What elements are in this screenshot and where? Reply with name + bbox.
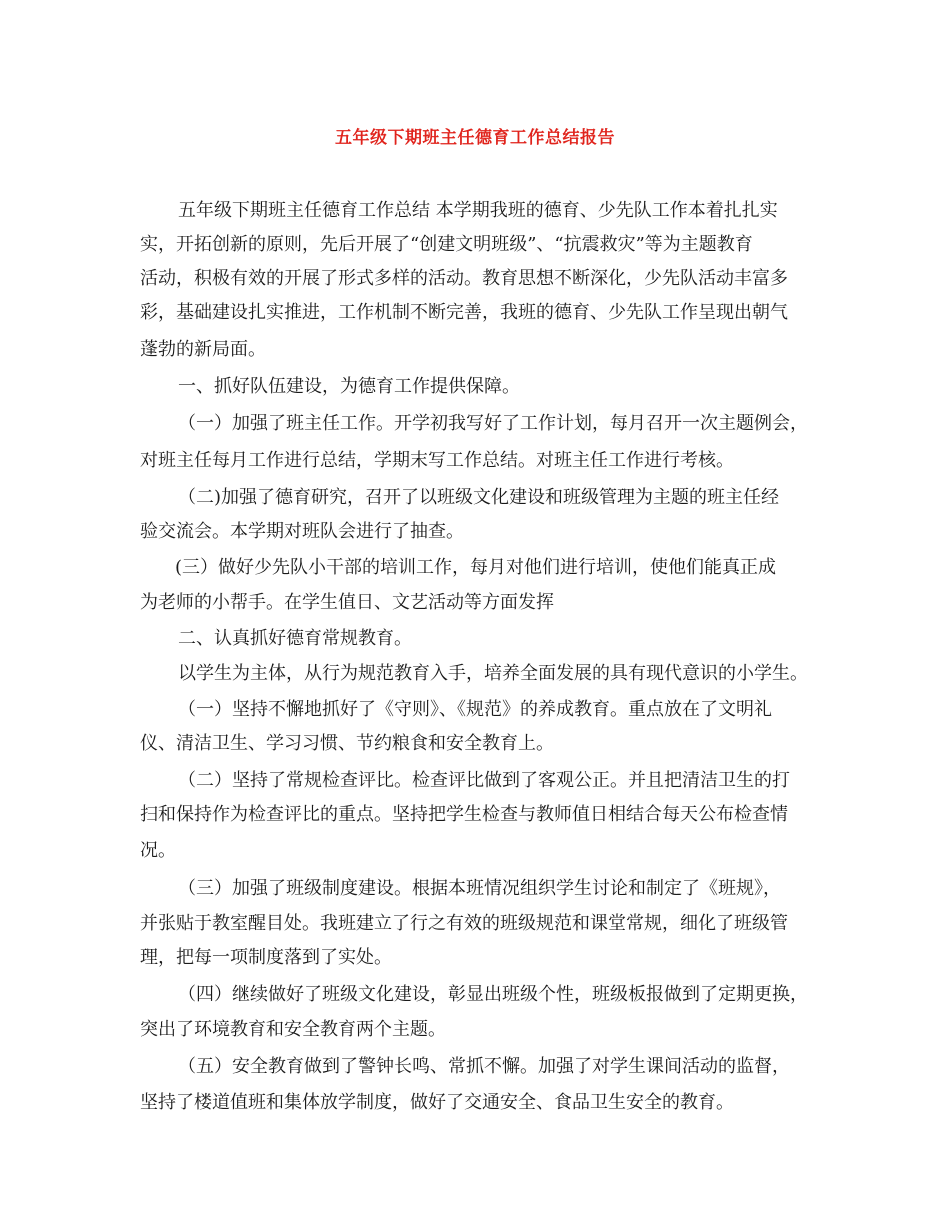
paragraph-line: (三）做好少先队小干部的培训工作，每月对他们进行培训，使他们能真正成 bbox=[175, 557, 777, 578]
paragraph-line: 扫和保持作为检查评比的重点。坚持把学生检查与教师值日相结合每天公布检查情 bbox=[140, 804, 788, 825]
paragraph-line: （二)加强了德育研究，召开了以班级文化建设和班级管理为主题的班主任经 bbox=[178, 487, 780, 508]
paragraph-line: 并张贴于教室醒目处。我班建立了行之有效的班级规范和课堂常规，细化了班级管 bbox=[140, 913, 788, 934]
paragraph-line: 彩，基础建设扎实推进，工作机制不断完善，我班的德育、少先队工作呈现出朝气 bbox=[140, 302, 788, 323]
paragraph-line: 活动，积极有效的开展了形式多样的活动。教育思想不断深化，少先队活动丰富多 bbox=[140, 268, 788, 289]
paragraph-line: 验交流会。本学期对班队会进行了抽查。 bbox=[140, 521, 464, 542]
paragraph-line: 以学生为主体，从行为规范教育入手，培养全面发展的具有现代意识的小学生。 bbox=[178, 663, 808, 684]
paragraph-line: （二）坚持了常规检查评比。检查评比做到了客观公正。并且把清洁卫生的打 bbox=[178, 770, 790, 791]
paragraph-line: 况。 bbox=[140, 840, 176, 861]
paragraph-line: 五年级下期班主任德育工作总结 本学期我班的德育、少先队工作本着扎扎实 bbox=[178, 200, 778, 221]
paragraph-line: （四）继续做好了班级文化建设，彰显出班级个性，班级板报做到了定期更换， bbox=[178, 984, 808, 1005]
paragraph-line: 理，把每一项制度落到了实处。 bbox=[140, 947, 392, 968]
paragraph-line: 坚持了楼道值班和集体放学制度，做好了交通安全、食品卫生安全的教育。 bbox=[140, 1092, 734, 1113]
document-title: 五年级下期班主任德育工作总结报告 bbox=[335, 128, 615, 148]
section-heading: 一、抓好队伍建设，为德育工作提供保障。 bbox=[178, 376, 520, 397]
paragraph-line: 实，开拓创新的原则，先后开展了“创建文明班级”、“抗震救灾”等为主题教育 bbox=[140, 234, 753, 255]
section-heading: 二、认真抓好德育常规教育。 bbox=[178, 628, 412, 649]
paragraph-line: （一）加强了班主任工作。开学初我写好了工作计划，每月召开一次主题例会， bbox=[178, 413, 808, 434]
paragraph-line: （五）安全教育做到了警钟长鸣、常抓不懈。加强了对学生课间活动的监督， bbox=[178, 1056, 790, 1077]
paragraph-line: 为老师的小帮手。在学生值日、文艺活动等方面发挥 bbox=[140, 592, 554, 613]
paragraph-line: 对班主任每月工作进行总结，学期末写工作总结。对班主任工作进行考核。 bbox=[140, 450, 734, 471]
paragraph-line: （一）坚持不懈地抓好了《守则》、《规范》的养成教育。重点放在了文明礼 bbox=[178, 699, 772, 720]
paragraph-line: （三）加强了班级制度建设。根据本班情况组织学生讨论和制定了《班规》， bbox=[178, 878, 781, 899]
paragraph-line: 蓬勃的新局面。 bbox=[140, 339, 266, 360]
paragraph-line: 仪、清洁卫生、学习习惯、节约粮食和安全教育上。 bbox=[140, 733, 554, 754]
paragraph-line: 突出了环境教育和安全教育两个主题。 bbox=[140, 1019, 446, 1040]
